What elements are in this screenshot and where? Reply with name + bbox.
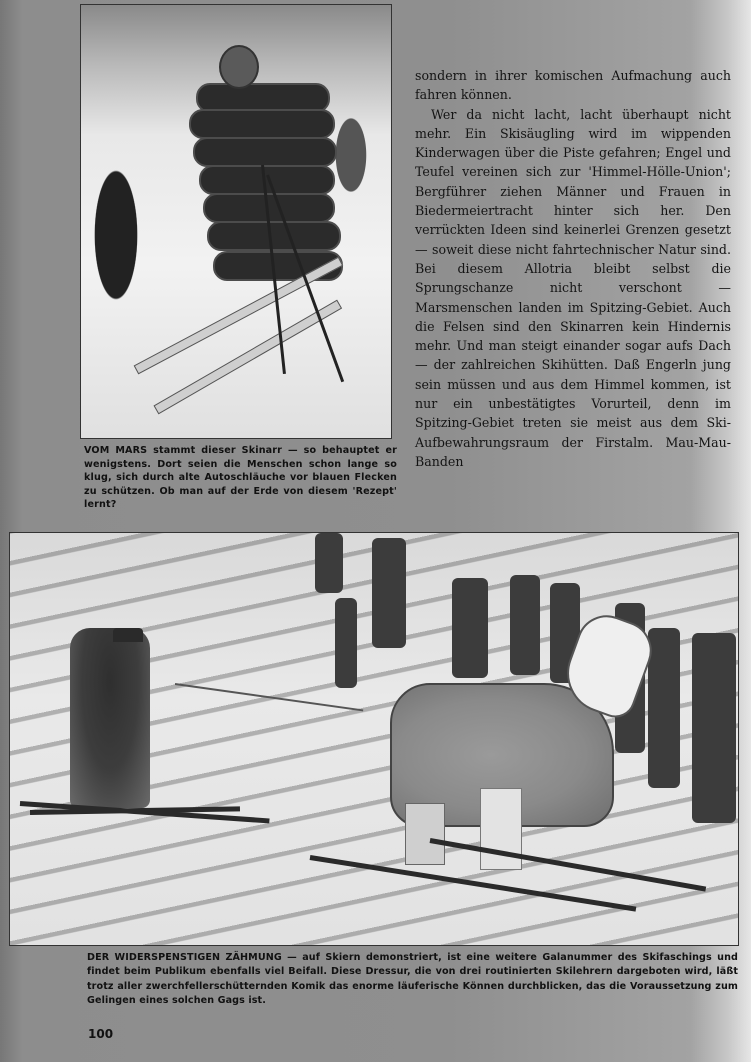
- bottom-photo-caption: [87, 951, 738, 1008]
- article-body: [415, 66, 731, 471]
- caption-lead: DER WIDERSPENSTIGEN ZÄHMUNG: [87, 952, 282, 963]
- spectator: [452, 578, 488, 678]
- ski: [310, 855, 637, 912]
- ski-instructor: [70, 628, 150, 808]
- top-photo-caption: [84, 444, 397, 512]
- caption-lead: VOM MARS: [84, 445, 148, 456]
- spectator: [335, 598, 357, 688]
- spectator: [692, 633, 736, 823]
- spectator: [510, 575, 540, 675]
- body-paragraph: sondern in ihrer komischen Aufmachung auch fahren können.: [415, 68, 731, 103]
- tire-ring: [189, 109, 335, 139]
- tire-ring: [193, 137, 337, 167]
- spectator: [372, 538, 406, 648]
- ski: [154, 300, 343, 415]
- reins: [175, 683, 363, 711]
- spectator: [315, 533, 343, 593]
- body-paragraph: Wer da nicht lacht, lacht überhaupt nicht mehr. Ein Skisäugling wird im wippenden Kinderwagen über die Piste gefahren; Engel und Teufel vereinen sich zur 'Himmel-Hölle-Union'; Bergführer ziehen Männer und Frauen in Biedermeiertracht hinter sich her. Den verrückten Ideen sind keinerlei Grenzen gesetzt — soweit diese nicht fahrtechnischer Natur sind. Bei diesem Allotria bleibt selbst die Sprungschanze nicht verschont — Marsmenschen landen im Spitzing-Gebiet. Auch die Felsen sind den Skinarren kein Hindernis mehr. Und man steigt einander sogar aufs Dach — der zahlreichen Skihütten. Daß Engerln jung sein müssen und aus dem Himmel kommen, ist nur ein unbestätigtes Vorurteil, denn im Spitzing-Gebiet treten sie meist aus dem Ski-Aufbewahrungsraum der Firstalm. Mau-Mau-Banden: [415, 106, 731, 469]
- horse-leg: [405, 803, 445, 865]
- spectator: [648, 628, 680, 788]
- caption-text: — auf Skiern demonstriert, ist eine weitere Galanummer des Skifaschings und findet beim Publikum ebenfalls viel Beifall. Diese Dressur, die von drei routinierten Skilehrern dargeboten wird, läßt trotz aller zwerchfellerschütternden Komik das enorme läuferische Können durchblicken, das die Voraussetzung zum Gelingen eines solchen Gags ist.: [87, 952, 738, 1006]
- tire-ring: [207, 221, 341, 251]
- helmet-head: [219, 45, 259, 89]
- instructor-cap: [113, 628, 143, 642]
- photo-skier-in-tires: [80, 4, 392, 439]
- caption-text: stammt dieser Skinarr — so behauptet er wenigstens. Dort seien die Menschen schon lange so klug, sich durch alte Autoschläuche vor blauen Flecken zu schützen. Ob man auf der Erde von diesem 'Rezept' lernt?: [84, 445, 397, 511]
- photo-ski-horse-taming: [9, 532, 739, 946]
- page-number: 100: [88, 1027, 114, 1041]
